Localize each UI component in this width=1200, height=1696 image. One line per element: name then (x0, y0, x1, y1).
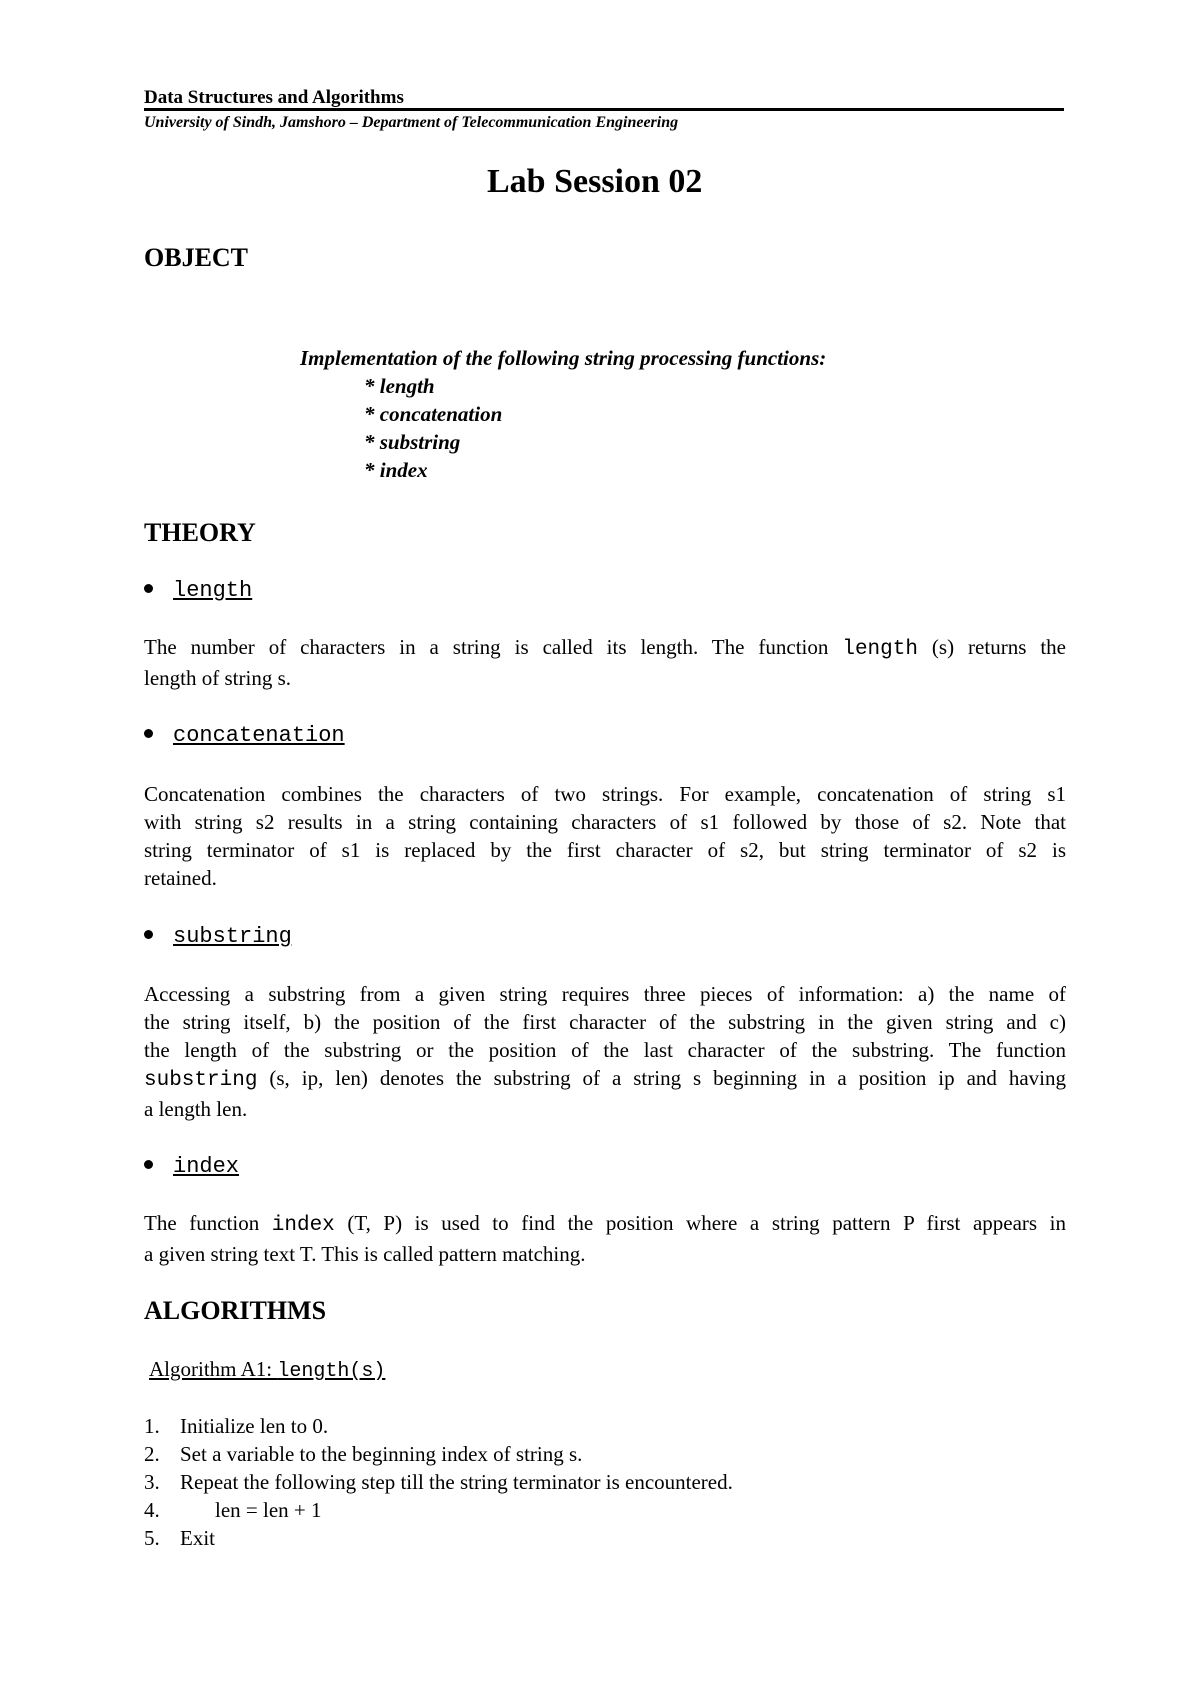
paragraph-line: The number of characters in a string is called its length. The function length (s) returns the (144, 635, 1066, 661)
object-heading: OBJECT (144, 243, 249, 272)
theory-paragraph-length (144, 633, 1066, 692)
bullet-dot (144, 1160, 153, 1169)
algorithm-step: 3. Repeat the following step till the string terminator is encountered. (144, 1470, 733, 1494)
paragraph-line: retained. (144, 866, 217, 890)
object-item-index: * index (364, 458, 428, 482)
paragraph-line: a given string text T. This is called pattern matching. (144, 1242, 586, 1266)
theory-bullet-length (144, 576, 252, 603)
theory-term-index: index (173, 1154, 240, 1179)
paragraph-line: string terminator of s1 is replaced by the first character of s2, but string terminator of s2 is (144, 838, 1066, 862)
paragraph-line: The function index (T, P) is used to find the position where a string pattern P first appears in (144, 1211, 1066, 1237)
theory-heading: THEORY (144, 518, 256, 547)
institution-subheader: University of Sindh, Jamshoro – Department of Telecommunication Engineering (144, 114, 679, 131)
object-item-concatenation: * concatenation (364, 402, 503, 426)
paragraph-line: Accessing a substring from a given string requires three pieces of information: a) the name of (144, 982, 1066, 1006)
paragraph-line: a length len. (144, 1097, 248, 1121)
theory-paragraph-index (144, 1209, 1066, 1268)
theory-term-length: length (173, 578, 253, 603)
theory-term-substring: substring (173, 924, 292, 949)
bullet-dot (144, 584, 153, 593)
paragraph-line: Concatenation combines the characters of two strings. For example, concatenation of string s1 (144, 782, 1066, 806)
paragraph-line: the length of the substring or the position of the last character of the substring. The function (144, 1038, 1066, 1062)
object-item-substring: * substring (364, 430, 461, 454)
algorithm-step: 5. Exit (144, 1526, 215, 1550)
object-item-length: * length (364, 374, 435, 398)
paragraph-line: with string s2 results in a string containing characters of s1 followed by those of s2. Note that (144, 810, 1066, 834)
theory-bullet-substring (144, 922, 292, 949)
algorithm-step: 2. Set a variable to the beginning index of string s. (144, 1442, 583, 1466)
bullet-dot (144, 729, 153, 738)
algorithm-title: Algorithm A1: length(s) (149, 1357, 386, 1383)
paragraph-line: the string itself, b) the position of the first character of the substring in the given string and c) (144, 1010, 1066, 1034)
algorithm-step: 1. Initialize len to 0. (144, 1414, 329, 1438)
object-intro: Implementation of the following string processing functions: (300, 346, 827, 370)
paragraph-line: length of string s. (144, 666, 291, 690)
theory-paragraph-concatenation (144, 780, 1066, 892)
theory-bullet-index (144, 1152, 239, 1179)
bullet-dot (144, 930, 153, 939)
paragraph-line: substring (s, ip, len) denotes the substring of a string s beginning in a position ip and having (144, 1066, 1066, 1092)
algorithm-step: 4. len = len + 1 (144, 1498, 322, 1522)
course-header: Data Structures and Algorithms (144, 87, 404, 108)
algorithms-heading: ALGORITHMS (144, 1296, 327, 1325)
header-rule (144, 108, 1064, 111)
theory-term-concatenation: concatenation (173, 723, 345, 748)
theory-bullet-concatenation (144, 721, 345, 748)
theory-paragraph-substring (144, 980, 1066, 1123)
page-title: Lab Session 02 (487, 163, 703, 200)
